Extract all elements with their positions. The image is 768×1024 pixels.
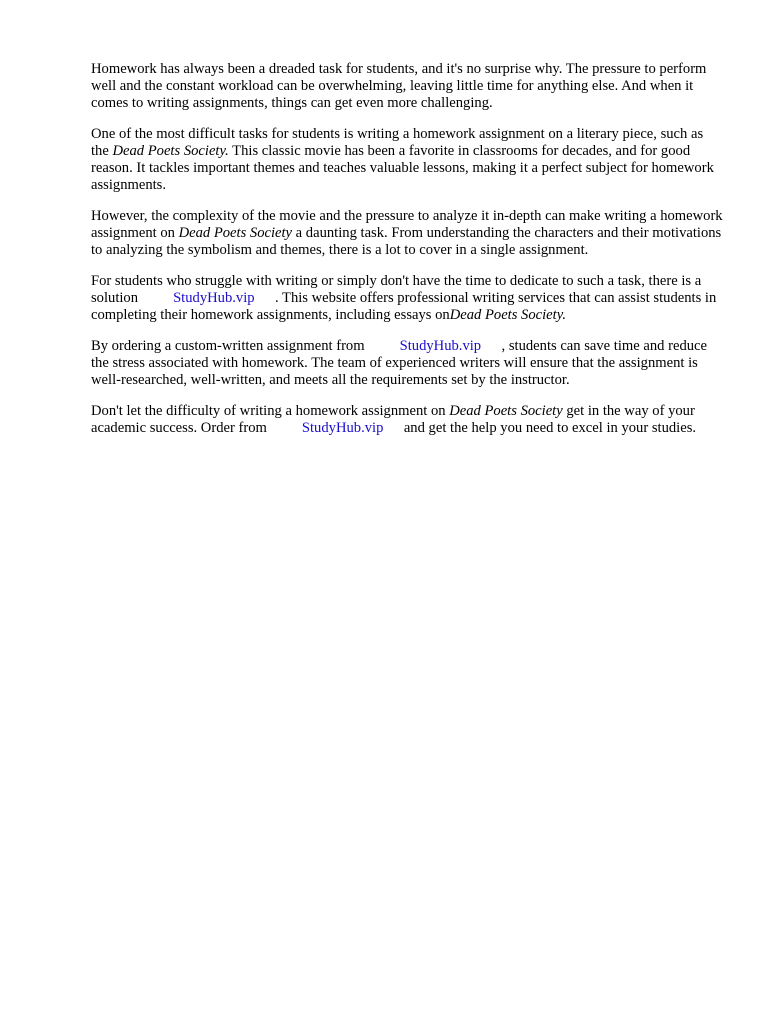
paragraph-text: One of the most difficult tasks for students is writing a homework assignment on a literary piece, such as the bbox=[91, 126, 704, 159]
movie-title: Dead Poets Society bbox=[449, 403, 563, 419]
paragraph-text: . This website offers professional writing services that can assist students in completing their homework assignments, including essays on bbox=[91, 290, 717, 323]
studyhub-link[interactable]: StudyHub.vip bbox=[301, 420, 384, 436]
paragraph-text: For students who struggle with writing or simply don't have the time to dedicate to such a task, there is a solution bbox=[91, 273, 702, 306]
paragraph-intro bbox=[91, 61, 723, 112]
paragraph-text: , students can save time and reduce the stress associated with homework. The team of experienced writers will ensure that the assignment is well-researched, well-written, and meets all the requirements set by the instructor. bbox=[91, 338, 707, 388]
paragraph-text: However, the complexity of the movie and the pressure to analyze it in-depth can make writing a homework assignment on bbox=[91, 208, 723, 241]
paragraph-difficult-tasks bbox=[91, 126, 723, 194]
paragraph-text: By ordering a custom-written assignment from bbox=[91, 338, 365, 354]
movie-title: Dead Poets Society bbox=[178, 225, 293, 241]
paragraph-complexity bbox=[91, 208, 723, 259]
movie-title: Dead Poets Society. bbox=[112, 143, 229, 159]
paragraph-text: Don't let the difficulty of writing a homework assignment on bbox=[91, 403, 450, 419]
paragraph-text: Homework has always been a dreaded task for students, and it's no surprise why. The pressure to perform well and the constant workload can be overwhelming, leaving little time for anything else. And when it comes to writing assignments, things can get even more challenging. bbox=[91, 61, 707, 111]
movie-title: Dead Poets Society. bbox=[449, 307, 567, 323]
studyhub-link[interactable]: StudyHub.vip bbox=[399, 338, 482, 354]
paragraph-text: get in the way of your academic success. Order from bbox=[91, 403, 695, 436]
paragraph-ordering bbox=[91, 338, 723, 389]
paragraph-text: This classic movie has been a favorite in classrooms for decades, and for good reason. It tackles important themes and teaches valuable lessons, making it a perfect subject for homework assignments. bbox=[91, 143, 714, 193]
paragraph-closing bbox=[91, 403, 723, 437]
paragraph-text: a daunting task. From understanding the characters and their motivations to analyzing the symbolism and themes, there is a lot to cover in a single assignment. bbox=[91, 225, 722, 258]
paragraph-text: and get the help you need to excel in your studies. bbox=[403, 420, 697, 436]
studyhub-link[interactable]: StudyHub.vip bbox=[173, 290, 255, 306]
paragraph-solution bbox=[91, 273, 723, 324]
document-body bbox=[91, 61, 723, 451]
